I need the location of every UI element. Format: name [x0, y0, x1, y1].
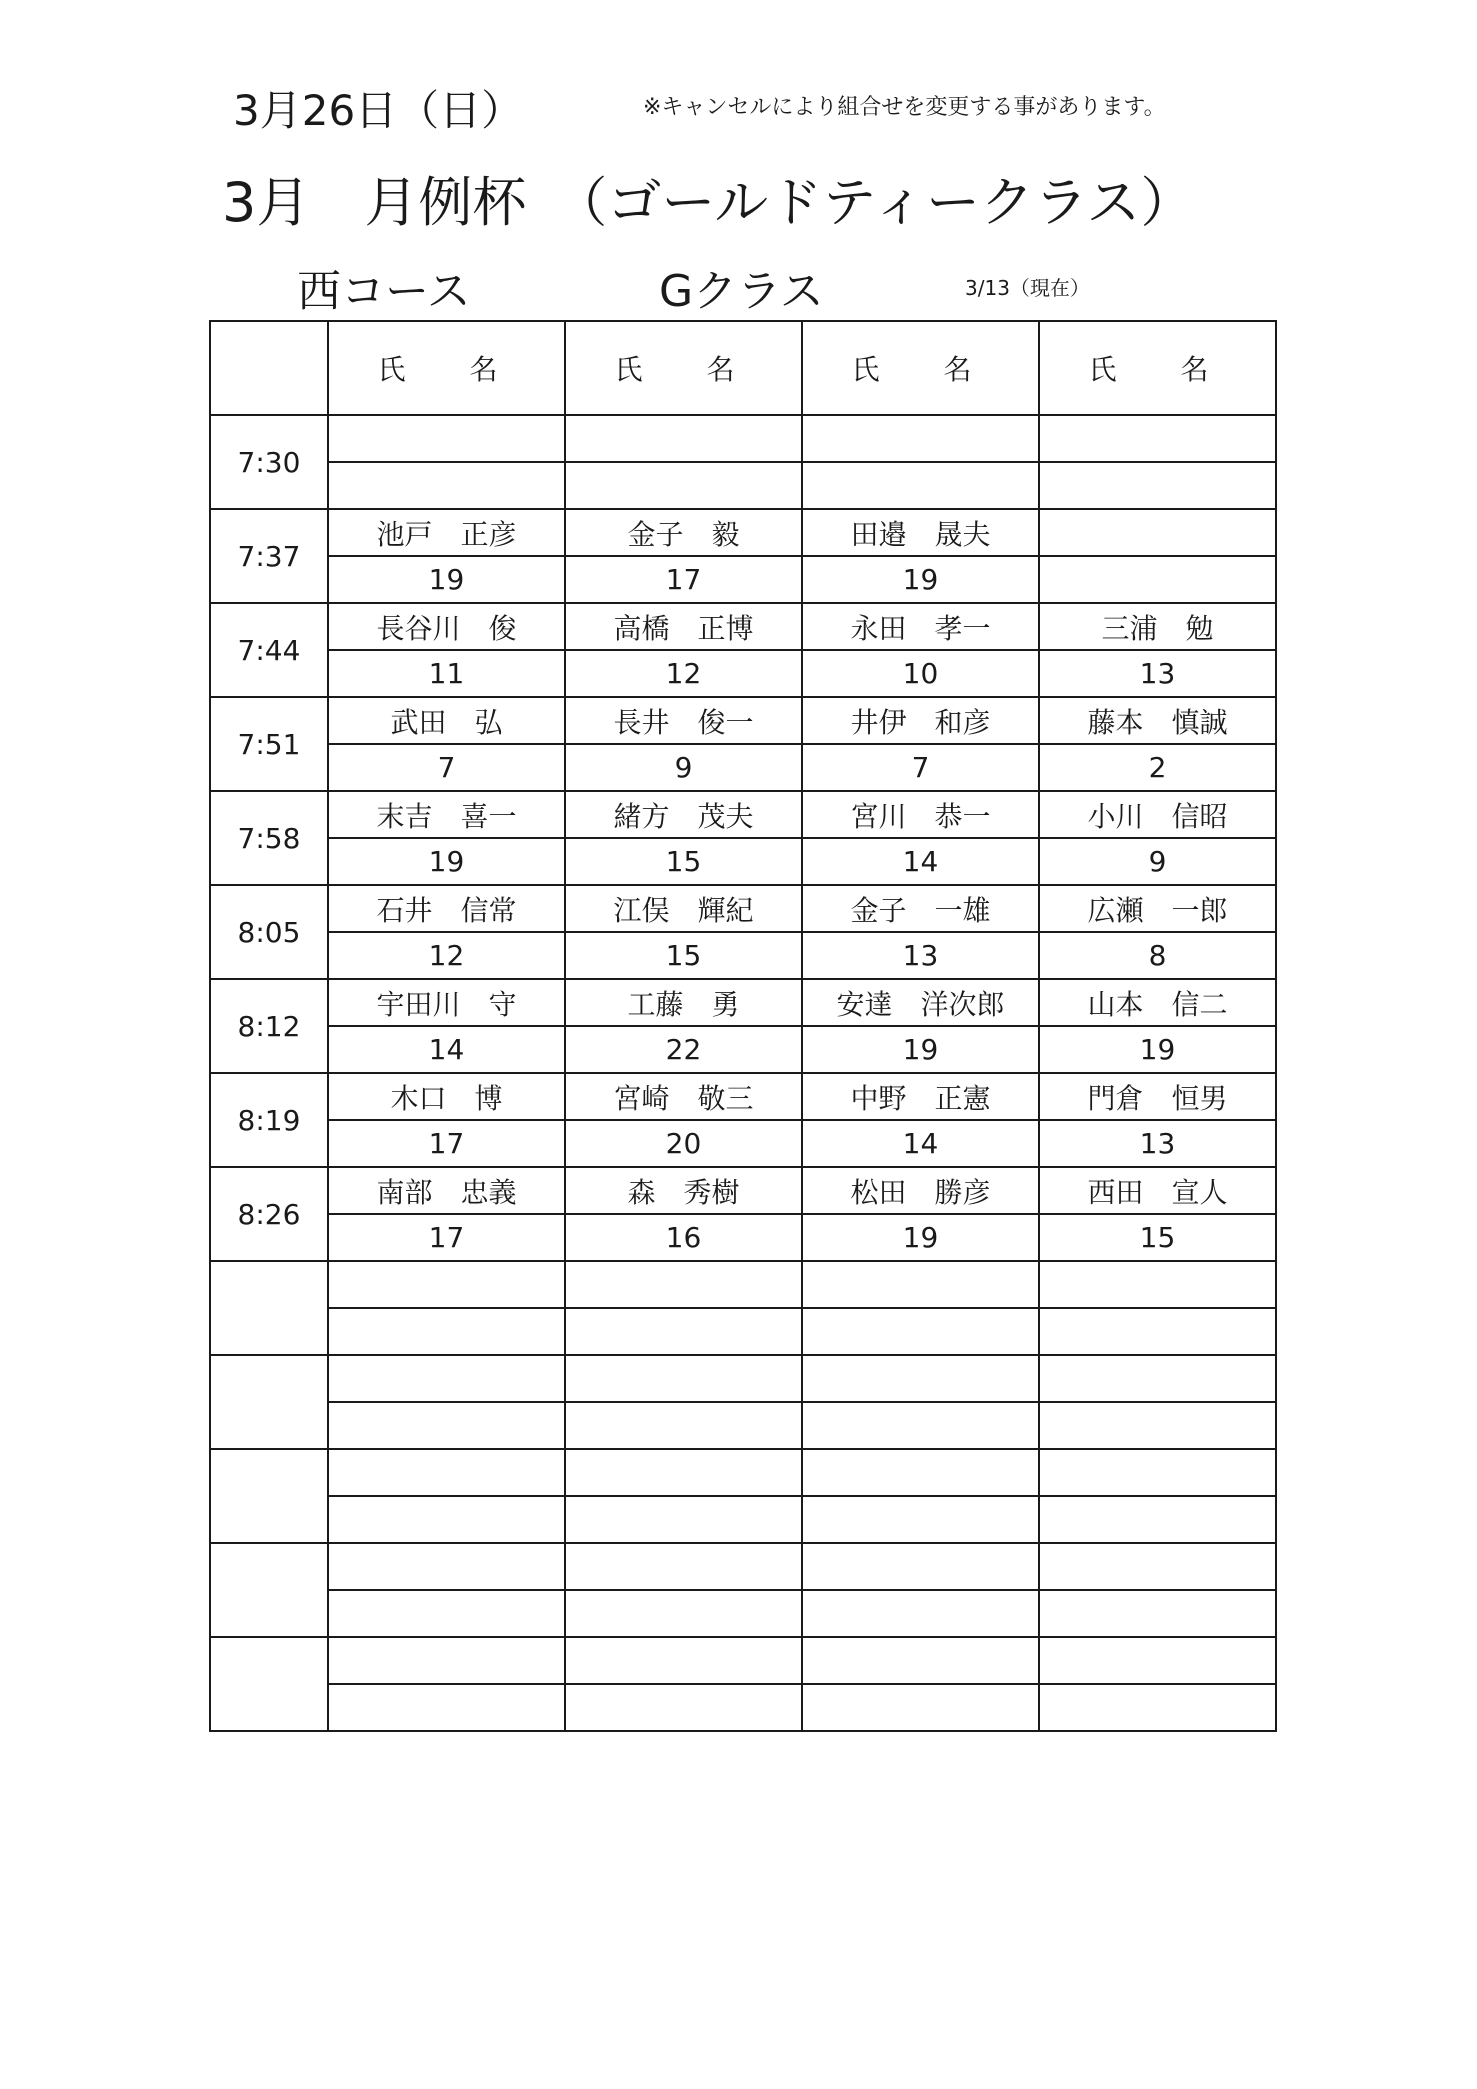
player-name: 金子 一雄 [802, 885, 1039, 932]
column-header-name [802, 321, 1039, 415]
player-handicap: 17 [565, 556, 802, 603]
group-handicap-row [210, 932, 1276, 979]
player-handicap [802, 1590, 1039, 1637]
player-handicap [802, 462, 1039, 509]
player-handicap: 9 [1039, 838, 1276, 885]
player-handicap [328, 1590, 565, 1637]
tee-time: 7:58 [210, 791, 328, 885]
player-handicap [1039, 1308, 1276, 1355]
group-name-row [210, 415, 1276, 462]
player-name: 末吉 喜一 [328, 791, 565, 838]
group-name-row [210, 1637, 1276, 1684]
player-name [328, 1637, 565, 1684]
tee-time [210, 1449, 328, 1543]
player-name [565, 1543, 802, 1590]
player-name: 安達 洋次郎 [802, 979, 1039, 1026]
player-handicap: 14 [802, 1120, 1039, 1167]
player-handicap: 12 [565, 650, 802, 697]
player-handicap: 15 [565, 838, 802, 885]
player-name: 石井 信常 [328, 885, 565, 932]
tee-time: 7:44 [210, 603, 328, 697]
player-name: 三浦 勉 [1039, 603, 1276, 650]
tee-time: 7:51 [210, 697, 328, 791]
player-handicap: 13 [1039, 1120, 1276, 1167]
player-handicap [565, 462, 802, 509]
player-handicap [328, 1308, 565, 1355]
player-name: 工藤 勇 [565, 979, 802, 1026]
player-name: 長井 俊一 [565, 697, 802, 744]
player-name [1039, 415, 1276, 462]
player-handicap [1039, 556, 1276, 603]
player-name [802, 1543, 1039, 1590]
player-handicap [802, 1496, 1039, 1543]
player-handicap [1039, 462, 1276, 509]
player-handicap: 22 [565, 1026, 802, 1073]
column-header-label: 氏 名 [1088, 353, 1227, 386]
player-handicap: 19 [802, 1026, 1039, 1073]
player-handicap: 19 [802, 1214, 1039, 1261]
group-handicap-row [210, 1120, 1276, 1167]
column-header-label: 氏 名 [614, 353, 753, 386]
player-name: 宮崎 敬三 [565, 1073, 802, 1120]
player-handicap: 19 [1039, 1026, 1276, 1073]
course-name: 西コース [297, 266, 471, 317]
player-handicap [1039, 1496, 1276, 1543]
player-name: 長谷川 俊 [328, 603, 565, 650]
player-handicap: 19 [802, 556, 1039, 603]
group-handicap-row [210, 650, 1276, 697]
player-name: 広瀬 一郎 [1039, 885, 1276, 932]
player-handicap: 13 [802, 932, 1039, 979]
player-name [328, 1355, 565, 1402]
column-header-name [328, 321, 565, 415]
player-name: 南部 忠義 [328, 1167, 565, 1214]
column-header-time [210, 321, 328, 415]
player-handicap [802, 1402, 1039, 1449]
player-name [328, 415, 565, 462]
tee-time [210, 1261, 328, 1355]
player-handicap: 19 [328, 838, 565, 885]
player-handicap: 15 [565, 932, 802, 979]
group-name-row [210, 1167, 1276, 1214]
group-handicap-row [210, 1590, 1276, 1637]
player-name [802, 1637, 1039, 1684]
player-handicap: 17 [328, 1214, 565, 1261]
as-of-date: 3/13（現在） [965, 276, 1090, 300]
player-name [802, 1261, 1039, 1308]
pairing-table [209, 320, 1277, 1732]
tee-time: 7:30 [210, 415, 328, 509]
player-handicap: 19 [328, 556, 565, 603]
player-handicap: 11 [328, 650, 565, 697]
player-name: 森 秀樹 [565, 1167, 802, 1214]
player-handicap [328, 1402, 565, 1449]
player-name: 宮川 恭一 [802, 791, 1039, 838]
tee-time: 7:37 [210, 509, 328, 603]
group-name-row [210, 885, 1276, 932]
column-header-name [1039, 321, 1276, 415]
player-name [802, 1355, 1039, 1402]
player-handicap [1039, 1402, 1276, 1449]
player-handicap [565, 1684, 802, 1731]
player-handicap: 17 [328, 1120, 565, 1167]
player-handicap: 7 [328, 744, 565, 791]
cancellation-notice: ※キャンセルにより組合せを変更する事があります。 [643, 95, 1166, 120]
group-handicap-row [210, 744, 1276, 791]
player-name [565, 1449, 802, 1496]
player-name: 山本 信二 [1039, 979, 1276, 1026]
player-name [1039, 509, 1276, 556]
player-name [328, 1543, 565, 1590]
player-name [328, 1449, 565, 1496]
player-name [1039, 1355, 1276, 1402]
group-name-row [210, 509, 1276, 556]
group-name-row [210, 603, 1276, 650]
player-handicap: 14 [328, 1026, 565, 1073]
group-name-row [210, 1449, 1276, 1496]
player-name: 宇田川 守 [328, 979, 565, 1026]
group-name-row [210, 697, 1276, 744]
player-name: 小川 信昭 [1039, 791, 1276, 838]
player-name: 高橋 正博 [565, 603, 802, 650]
tee-time [210, 1355, 328, 1449]
player-name [565, 1261, 802, 1308]
player-name [1039, 1449, 1276, 1496]
player-name: 江俣 輝紀 [565, 885, 802, 932]
tee-time: 8:12 [210, 979, 328, 1073]
group-handicap-row [210, 1214, 1276, 1261]
player-handicap [565, 1402, 802, 1449]
group-name-row [210, 791, 1276, 838]
tee-time: 8:05 [210, 885, 328, 979]
player-name: 池戸 正彦 [328, 509, 565, 556]
player-handicap [1039, 1684, 1276, 1731]
player-name [802, 1449, 1039, 1496]
group-handicap-row [210, 1684, 1276, 1731]
player-name [1039, 1637, 1276, 1684]
player-name: 西田 宣人 [1039, 1167, 1276, 1214]
player-handicap: 9 [565, 744, 802, 791]
player-name: 永田 孝一 [802, 603, 1039, 650]
tee-time: 8:26 [210, 1167, 328, 1261]
player-handicap [565, 1590, 802, 1637]
player-handicap: 13 [1039, 650, 1276, 697]
tee-time [210, 1543, 328, 1637]
class-label: Gクラス [659, 266, 824, 317]
column-header-label: 氏 名 [851, 353, 990, 386]
player-name [1039, 1261, 1276, 1308]
player-handicap: 12 [328, 932, 565, 979]
tee-time [210, 1637, 328, 1731]
player-name: 田邉 晟夫 [802, 509, 1039, 556]
group-name-row [210, 1261, 1276, 1308]
tee-time: 8:19 [210, 1073, 328, 1167]
player-handicap [565, 1496, 802, 1543]
group-handicap-row [210, 1402, 1276, 1449]
player-name: 木口 博 [328, 1073, 565, 1120]
player-name [565, 1355, 802, 1402]
player-handicap: 14 [802, 838, 1039, 885]
player-handicap [328, 1496, 565, 1543]
player-name [565, 1637, 802, 1684]
group-handicap-row [210, 556, 1276, 603]
player-handicap: 20 [565, 1120, 802, 1167]
player-name [328, 1261, 565, 1308]
player-name: 門倉 恒男 [1039, 1073, 1276, 1120]
player-handicap: 8 [1039, 932, 1276, 979]
player-handicap: 2 [1039, 744, 1276, 791]
player-name: 松田 勝彦 [802, 1167, 1039, 1214]
player-handicap: 16 [565, 1214, 802, 1261]
player-handicap: 15 [1039, 1214, 1276, 1261]
player-handicap [328, 462, 565, 509]
player-name: 金子 毅 [565, 509, 802, 556]
player-name [1039, 1543, 1276, 1590]
group-name-row [210, 979, 1276, 1026]
column-header-name [565, 321, 802, 415]
player-name: 武田 弘 [328, 697, 565, 744]
player-handicap [802, 1684, 1039, 1731]
player-name: 井伊 和彦 [802, 697, 1039, 744]
player-handicap [1039, 1590, 1276, 1637]
table-header-row [210, 321, 1276, 415]
player-handicap [802, 1308, 1039, 1355]
date-heading: 3月26日（日） [233, 86, 524, 135]
column-header-label: 氏 名 [377, 353, 516, 386]
player-name: 藤本 慎誠 [1039, 697, 1276, 744]
player-handicap: 7 [802, 744, 1039, 791]
group-name-row [210, 1543, 1276, 1590]
group-handicap-row [210, 1308, 1276, 1355]
group-handicap-row [210, 1496, 1276, 1543]
group-handicap-row [210, 462, 1276, 509]
player-name: 緒方 茂夫 [565, 791, 802, 838]
group-name-row [210, 1073, 1276, 1120]
player-name: 中野 正憲 [802, 1073, 1039, 1120]
group-handicap-row [210, 838, 1276, 885]
group-handicap-row [210, 1026, 1276, 1073]
player-handicap [565, 1308, 802, 1355]
player-handicap [328, 1684, 565, 1731]
page-title: 3月 月例杯 （ゴールドティークラス） [222, 171, 1195, 234]
player-handicap: 10 [802, 650, 1039, 697]
player-name [565, 415, 802, 462]
player-name [802, 415, 1039, 462]
group-name-row [210, 1355, 1276, 1402]
